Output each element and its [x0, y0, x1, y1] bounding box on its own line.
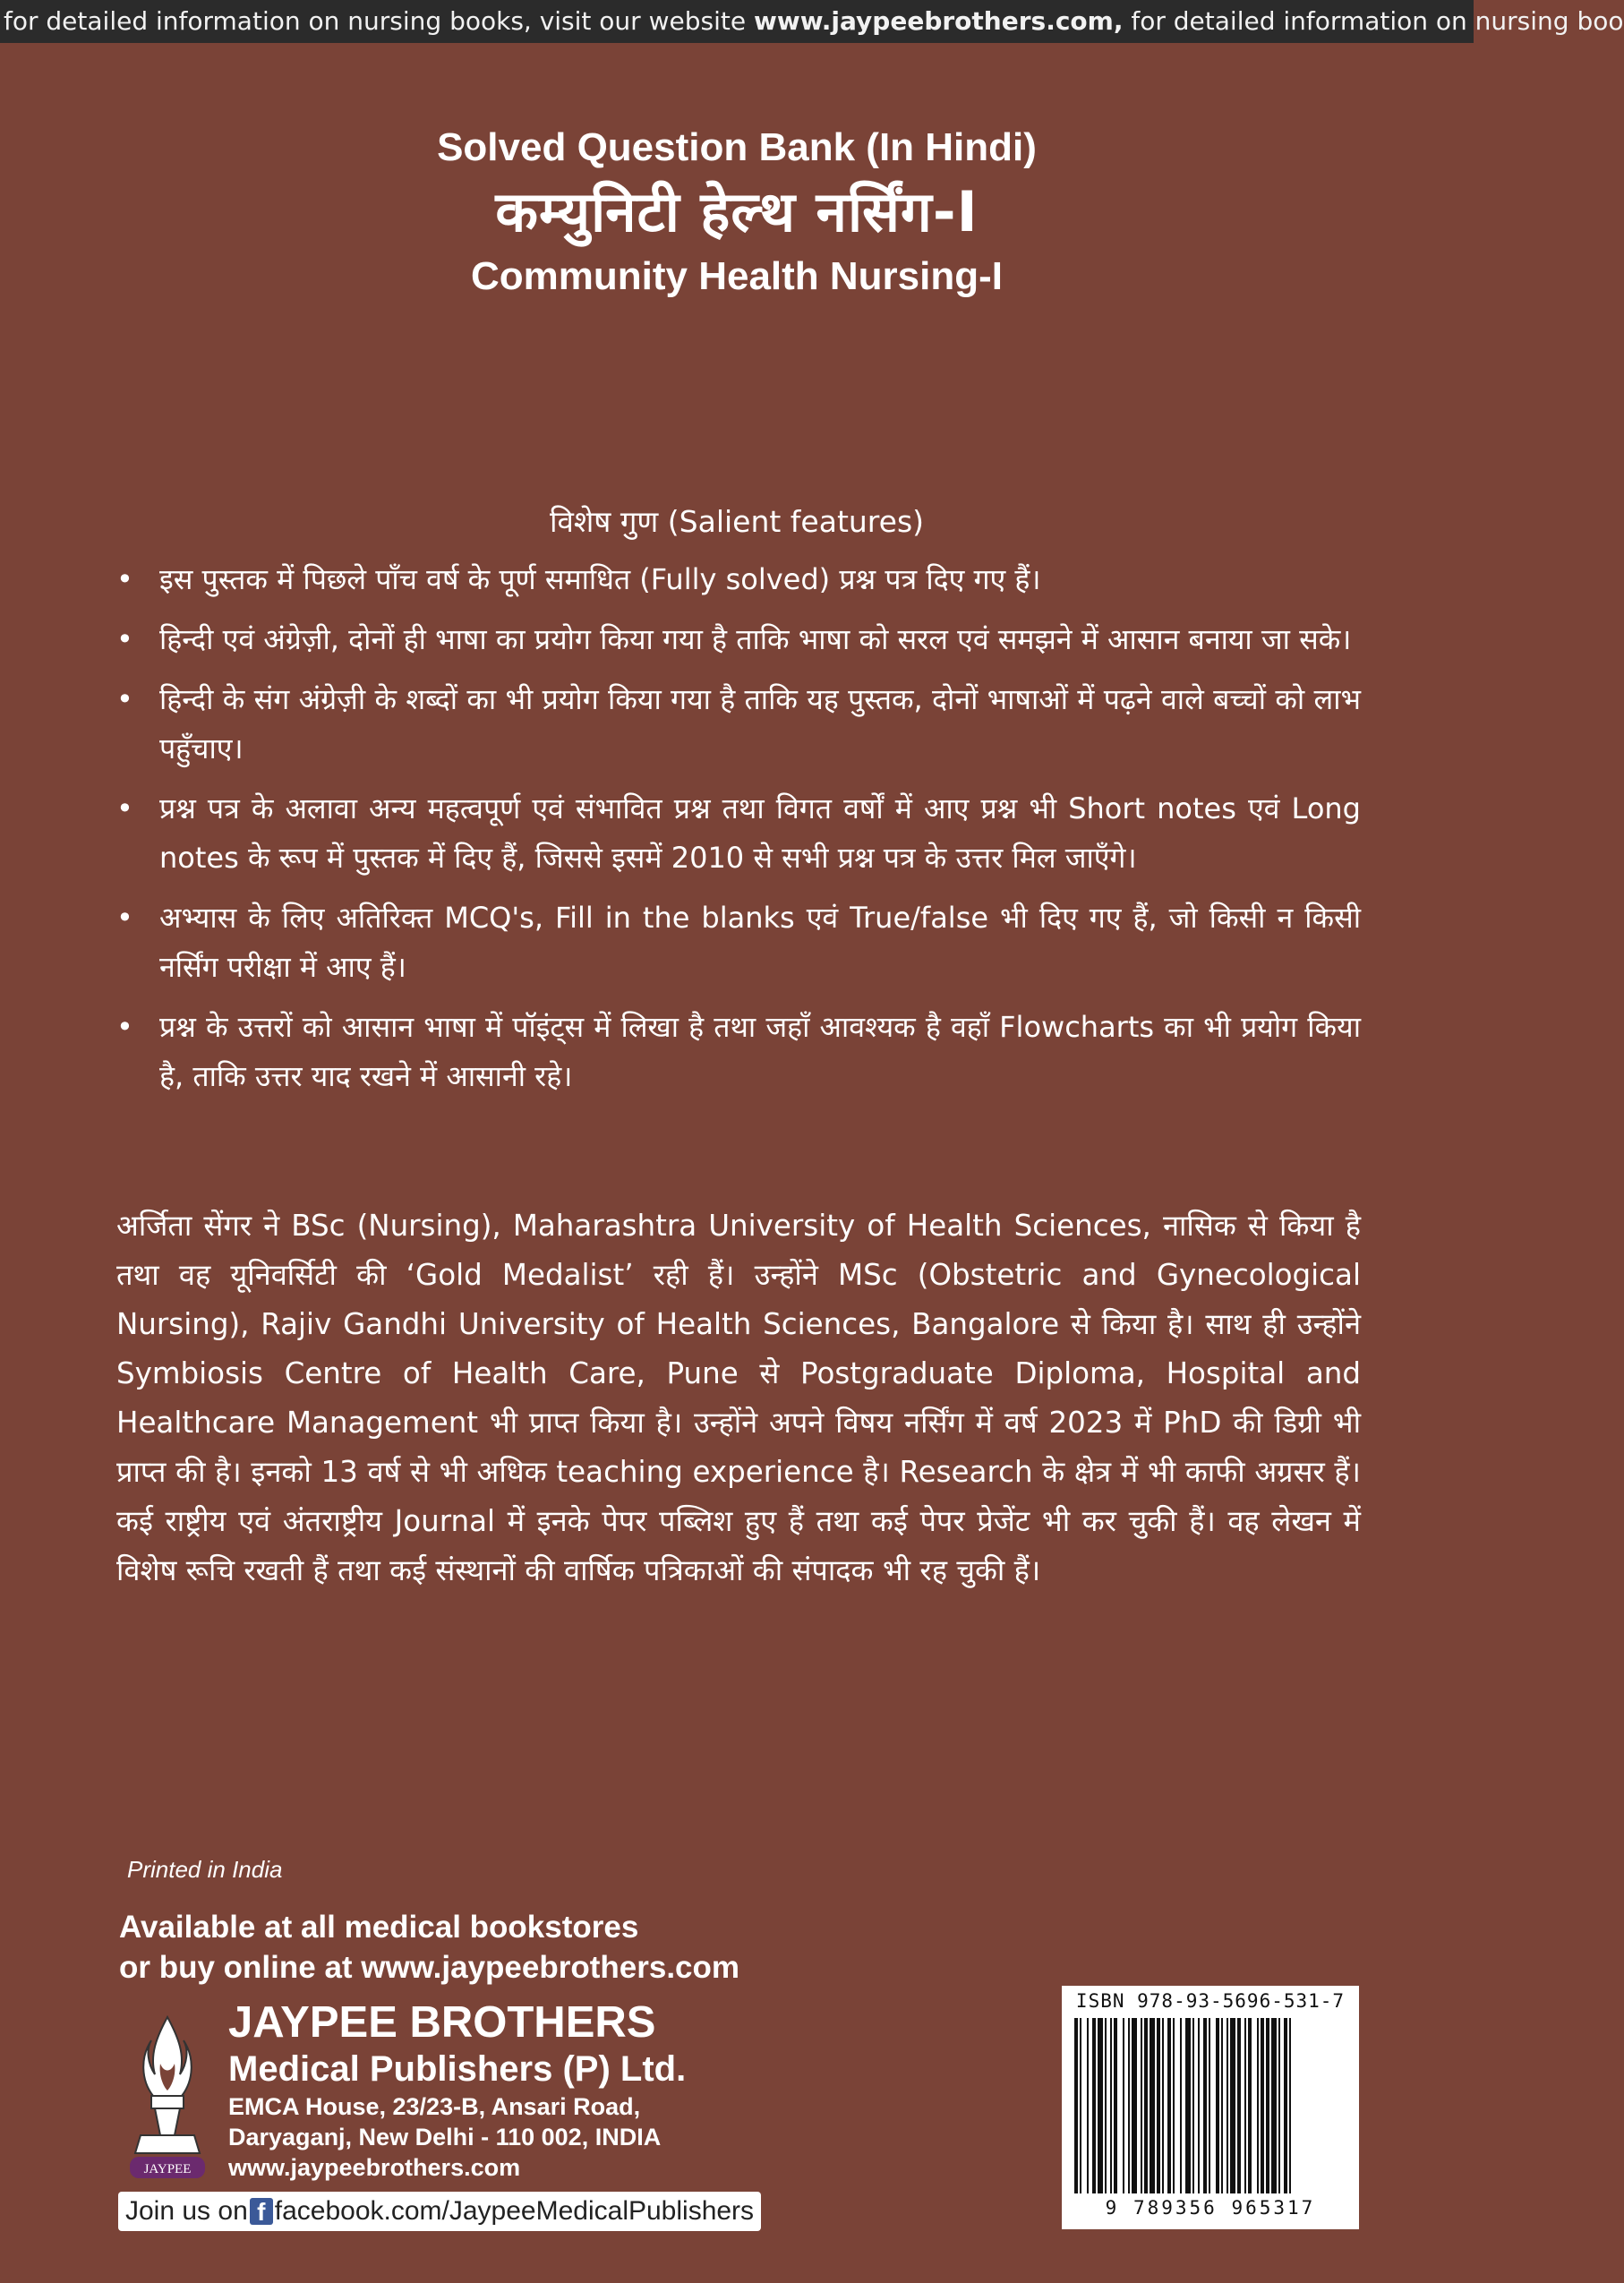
social-link — [118, 2192, 761, 2231]
english-title: Community Health Nursing-I — [470, 254, 1004, 298]
facebook-icon: f — [250, 2198, 273, 2225]
barcode-digits: 9 789356 965317 — [1105, 2197, 1316, 2219]
series-title: Solved Question Bank (In Hindi) — [437, 125, 1037, 169]
barcode-bar — [1141, 2018, 1142, 2193]
feature-text: हिन्दी एवं अंग्रेज़ी, दोनों ही भाषा का प्रयोग किया गया है ताकि भाषा को सरल एवं समझने में आसान बनाया जा सके। — [159, 622, 1352, 656]
bullet-icon: • — [116, 562, 133, 596]
availability-online: or buy online at www.jaypeebrothers.com — [119, 1950, 740, 1985]
features-heading: विशेष गुण (Salient features) — [549, 504, 925, 539]
publisher-website: www.jaypeebrothers.com — [228, 2154, 521, 2181]
barcode-bar — [1173, 2018, 1175, 2193]
barcode-bar — [1198, 2018, 1200, 2193]
bullet-icon: • — [116, 1010, 133, 1044]
feature-text: इस पुस्तक में पिछले पाँच वर्ष के पूर्ण समाधित (Fully solved) प्रश्न पत्र दिए गए हैं। — [159, 562, 1041, 596]
barcode — [1062, 1986, 1359, 2229]
feature-text: प्रश्न के उत्तरों को आसान भाषा में पॉइंट्स में लिखा है तथा जहाँ आवश्यक है वहाँ Flowcharts का भी प्रयोग किया है, ताकि उत्तर याद रखने में आसानी रहे। — [159, 1010, 1361, 1093]
barcode-bars — [1071, 2018, 1350, 2197]
barcode-bar — [1257, 2018, 1259, 2193]
bullet-icon: • — [116, 622, 133, 656]
banner-text: for detailed information on nursing books, visit our website — [4, 6, 754, 36]
barcode-bar — [1092, 2018, 1096, 2193]
barcode-bar — [1227, 2018, 1228, 2193]
feature-item — [116, 675, 1361, 774]
publisher-address-1: EMCA House, 23/23-B, Ansari Road, — [228, 2093, 641, 2120]
logo-label: JAYPEE — [143, 2162, 192, 2176]
barcode-bar — [1244, 2018, 1246, 2193]
feature-item — [116, 555, 1361, 604]
barcode-bar — [1167, 2018, 1171, 2193]
feature-text: हिन्दी के संग अंग्रेज़ी के शब्दों का भी प्रयोग किया गया है ताकि यह पुस्तक, दोनों भाषाओं में पढ़ने वाले बच्चों को लाभ पहुँचाए। — [159, 682, 1361, 765]
feature-item — [116, 1003, 1361, 1101]
barcode-bar — [1230, 2018, 1235, 2193]
barcode-bar — [1150, 2018, 1155, 2193]
title-block — [0, 121, 1474, 304]
banner-text-repeat: for detailed information on nursing boo — [1123, 6, 1624, 36]
barcode-bar — [1216, 2018, 1219, 2193]
author-bio: अर्जिता सेंगर ने BSc (Nursing), Maharashtra University of Health Sciences, नासिक से किया है तथा वह यूनिवर्सिटी की ‘Gold Medalist’ रही हैं। उन्होंने MSc (Obstetric and Gynecological Nursing), Rajiv Gandhi University of Health Sciences, Bangalore से किया है। साथ ही उन्होंने Symbiosis Centre of Health Care, Pune से Postgraduate Diploma, Hospital and Healthcare Management भी प्राप्त किया है। उन्होंने अपने विषय नर्सिंग में वर्ष 2023 में PhD की डिग्री भी प्राप्त की है। इनको 13 वर्ष से भी अधिक teaching experience है। Research के क्षेत्र में भी काफी अग्रसर हैं। कई राष्ट्रीय एवं अंतराष्ट्रीय Journal में इनके पेपर पब्लिश हुए हैं तथा कई पेपर प्रेजेंट भी कर चुकी हैं। वह लेखन में विशेष रूचि रखती हैं तथा कई संस्थानों की वार्षिक पत्रिकाओं की संपादक भी रह चुकी हैं। — [116, 1209, 1361, 1587]
barcode-bar — [1114, 2018, 1117, 2193]
isbn-label: ISBN 978-93-5696-531-7 — [1075, 1990, 1346, 2012]
barcode-bar — [1266, 2018, 1269, 2193]
barcode-bar — [1203, 2018, 1207, 2193]
barcode-bar — [1271, 2018, 1277, 2193]
barcode-bar — [1087, 2018, 1089, 2193]
barcode-bar — [1132, 2018, 1137, 2193]
barcode-bar — [1110, 2018, 1112, 2193]
top-banner — [0, 0, 1624, 43]
publisher-logo — [114, 2010, 221, 2180]
feature-item — [116, 784, 1361, 883]
barcode-bar — [1237, 2018, 1241, 2193]
hindi-title: कम्युनिटी हेल्थ नर्सिंग-I — [495, 179, 979, 244]
bullet-icon: • — [116, 791, 133, 825]
barcode-bar — [1080, 2018, 1081, 2193]
availability-line: Available at all medical bookstores — [119, 1910, 639, 1945]
barcode-bar — [1123, 2018, 1124, 2193]
barcode-bar — [1289, 2018, 1291, 2193]
barcode-bar — [1192, 2018, 1194, 2193]
barcode-bar — [1144, 2018, 1148, 2193]
publisher-subname: Medical Publishers (P) Ltd. — [228, 2049, 687, 2089]
printed-in: Printed in India — [127, 1856, 283, 1883]
barcode-bar — [1221, 2018, 1223, 2193]
barcode-bar — [1074, 2018, 1078, 2193]
barcode-bar — [1157, 2018, 1160, 2193]
feature-text: अभ्यास के लिए अतिरिक्त MCQ's, Fill in the blanks एवं True/false भी दिए गए हैं, जो किसी न किसी नर्सिंग परीक्षा में आए हैं। — [159, 901, 1361, 984]
features-list — [116, 555, 1361, 1112]
barcode-bar — [1284, 2018, 1287, 2193]
publisher-name: JAYPEE BROTHERS — [228, 1998, 656, 2047]
feature-text: प्रश्न पत्र के अलावा अन्य महत्वपूर्ण एवं संभावित प्रश्न तथा विगत वर्षों में आए प्रश्न भी Short notes एवं Long notes के रूप में पुस्तक में दिए हैं, जिससे इसमें 2010 से सभी प्रश्न पत्र के उत्तर मिल जाएँगे। — [159, 791, 1361, 875]
publisher-block — [228, 1998, 686, 2183]
availability — [119, 1907, 739, 1988]
barcode-bar — [1209, 2018, 1210, 2193]
barcode-bar — [1278, 2018, 1280, 2193]
barcode-bar — [1128, 2018, 1130, 2193]
barcode-bar — [1185, 2018, 1191, 2193]
bullet-icon: • — [116, 682, 133, 716]
social-handle: facebook.com/JaypeeMedicalPublishers — [274, 2196, 755, 2226]
barcode-bar — [1261, 2018, 1264, 2193]
social-prefix: Join us on — [125, 2196, 248, 2226]
barcode-bar — [1162, 2018, 1164, 2193]
barcode-bar — [1105, 2018, 1107, 2193]
torch-logo-icon — [114, 2010, 221, 2180]
feature-item — [116, 615, 1361, 664]
barcode-bar — [1248, 2018, 1252, 2193]
feature-item — [116, 894, 1361, 992]
publisher-address-2: Daryaganj, New Delhi - 110 002, INDIA — [228, 2124, 662, 2150]
barcode-bar — [1098, 2018, 1103, 2193]
bullet-icon: • — [116, 901, 133, 935]
banner-url: www.jaypeebrothers.com, — [753, 6, 1124, 36]
barcode-bar — [1180, 2018, 1182, 2193]
